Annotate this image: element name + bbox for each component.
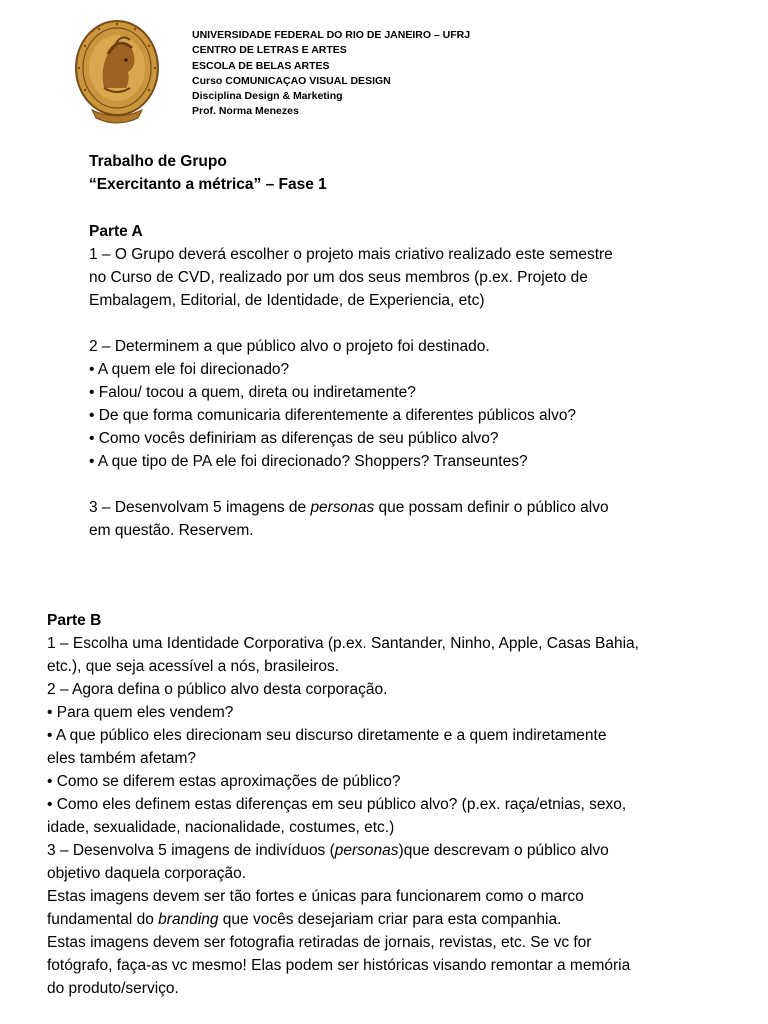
part-b-line: eles também afetam? [47, 750, 197, 767]
text-run: que vocês desejariam criar para esta companhia. [218, 911, 562, 928]
title-line-2: “Exercitanto a métrica” – Fase 1 [89, 176, 327, 193]
part-a-item-3-line [89, 496, 729, 519]
assignment-title [89, 150, 327, 196]
part-a-bullet: • A que tipo de PA ele foi direcionado? Shoppers? Transeuntes? [89, 453, 528, 470]
part-a-item-1-line: 1 – O Grupo deverá escolher o projeto mais criativo realizado este semestre [89, 246, 613, 263]
italic-term: personas [334, 842, 399, 859]
part-b-item-3-line [47, 839, 727, 862]
center-name: CENTRO DE LETRAS E ARTES [192, 44, 347, 57]
school-name: ESCOLA DE BELAS ARTES [192, 59, 330, 72]
italic-term: personas [310, 499, 375, 516]
part-b-line: 1 – Escolha uma Identidade Corporativa (p.ex. Santander, Ninho, Apple, Casas Bahia, [47, 635, 639, 652]
part-b-bullet: • Para quem eles vendem? [47, 704, 234, 721]
part-a-item-1-line: no Curso de CVD, realizado por um dos seus membros (p.ex. Projeto de [89, 269, 588, 286]
course-name: Curso COMUNICAÇAO VISUAL DESIGN [192, 74, 391, 87]
part-a-bullet: • De que forma comunicaria diferentemente a diferentes públicos alvo? [89, 407, 577, 424]
university-seal-icon [74, 18, 160, 126]
part-b-bullet: • Como eles definem estas diferenças em seu público alvo? (p.ex. raça/etnias, sexo, [47, 796, 627, 813]
part-b-line: etc.), que seja acessível a nós, brasileiros. [47, 658, 340, 675]
part-b-bullet: • Como se diferem estas aproximações de público? [47, 773, 401, 790]
part-a-bullet: • A quem ele foi direcionado? [89, 361, 290, 378]
text-run: fundamental do [47, 911, 159, 928]
part-b-heading: Parte B [47, 612, 102, 629]
part-a-item-1-line: Embalagem, Editorial, de Identidade, de Experiencia, etc) [89, 292, 485, 309]
italic-term: branding [158, 911, 219, 928]
part-b-paragraph-line: do produto/serviço. [47, 980, 179, 997]
text-run: 3 – Desenvolvam 5 imagens de [89, 499, 311, 516]
text-run: )que descrevam o público alvo [398, 842, 609, 859]
part-b-section [47, 609, 727, 1000]
part-b-line: 2 – Agora defina o público alvo desta corporação. [47, 681, 388, 698]
part-b-paragraph-line: Estas imagens devem ser fotografia retiradas de jornais, revistas, etc. Se vc for [47, 934, 592, 951]
title-line-1: Trabalho de Grupo [89, 153, 227, 170]
text-run: que possam definir o público alvo [374, 499, 609, 516]
part-a-heading: Parte A [89, 223, 143, 240]
part-a-section [89, 220, 729, 542]
document-header [192, 28, 470, 120]
discipline-name: Disciplina Design & Marketing [192, 90, 343, 103]
part-a-item-2-line: 2 – Determinem a que público alvo o projeto foi destinado. [89, 338, 490, 355]
part-b-paragraph-line [47, 908, 727, 931]
part-b-item-3-line: objetivo daquela corporação. [47, 865, 247, 882]
part-a-bullet: • Como vocês definiriam as diferenças de seu público alvo? [89, 430, 499, 447]
text-run: 3 – Desenvolva 5 imagens de indivíduos ( [47, 842, 335, 859]
part-b-line: idade, sexualidade, nacionalidade, costumes, etc.) [47, 819, 395, 836]
part-b-bullet: • A que público eles direcionam seu discurso diretamente e a quem indiretamente [47, 727, 607, 744]
part-a-item-3-line: em questão. Reservem. [89, 522, 254, 539]
professor-name: Prof. Norma Menezes [192, 105, 299, 118]
university-name: UNIVERSIDADE FEDERAL DO RIO DE JANEIRO – UFRJ [192, 29, 471, 41]
part-b-paragraph-line: fotógrafo, faça-as vc mesmo! Elas podem ser históricas visando remontar a memória [47, 957, 631, 974]
part-b-paragraph-line: Estas imagens devem ser tão fortes e únicas para funcionarem como o marco [47, 888, 584, 905]
part-a-bullet: • Falou/ tocou a quem, direta ou indiretamente? [89, 384, 416, 401]
